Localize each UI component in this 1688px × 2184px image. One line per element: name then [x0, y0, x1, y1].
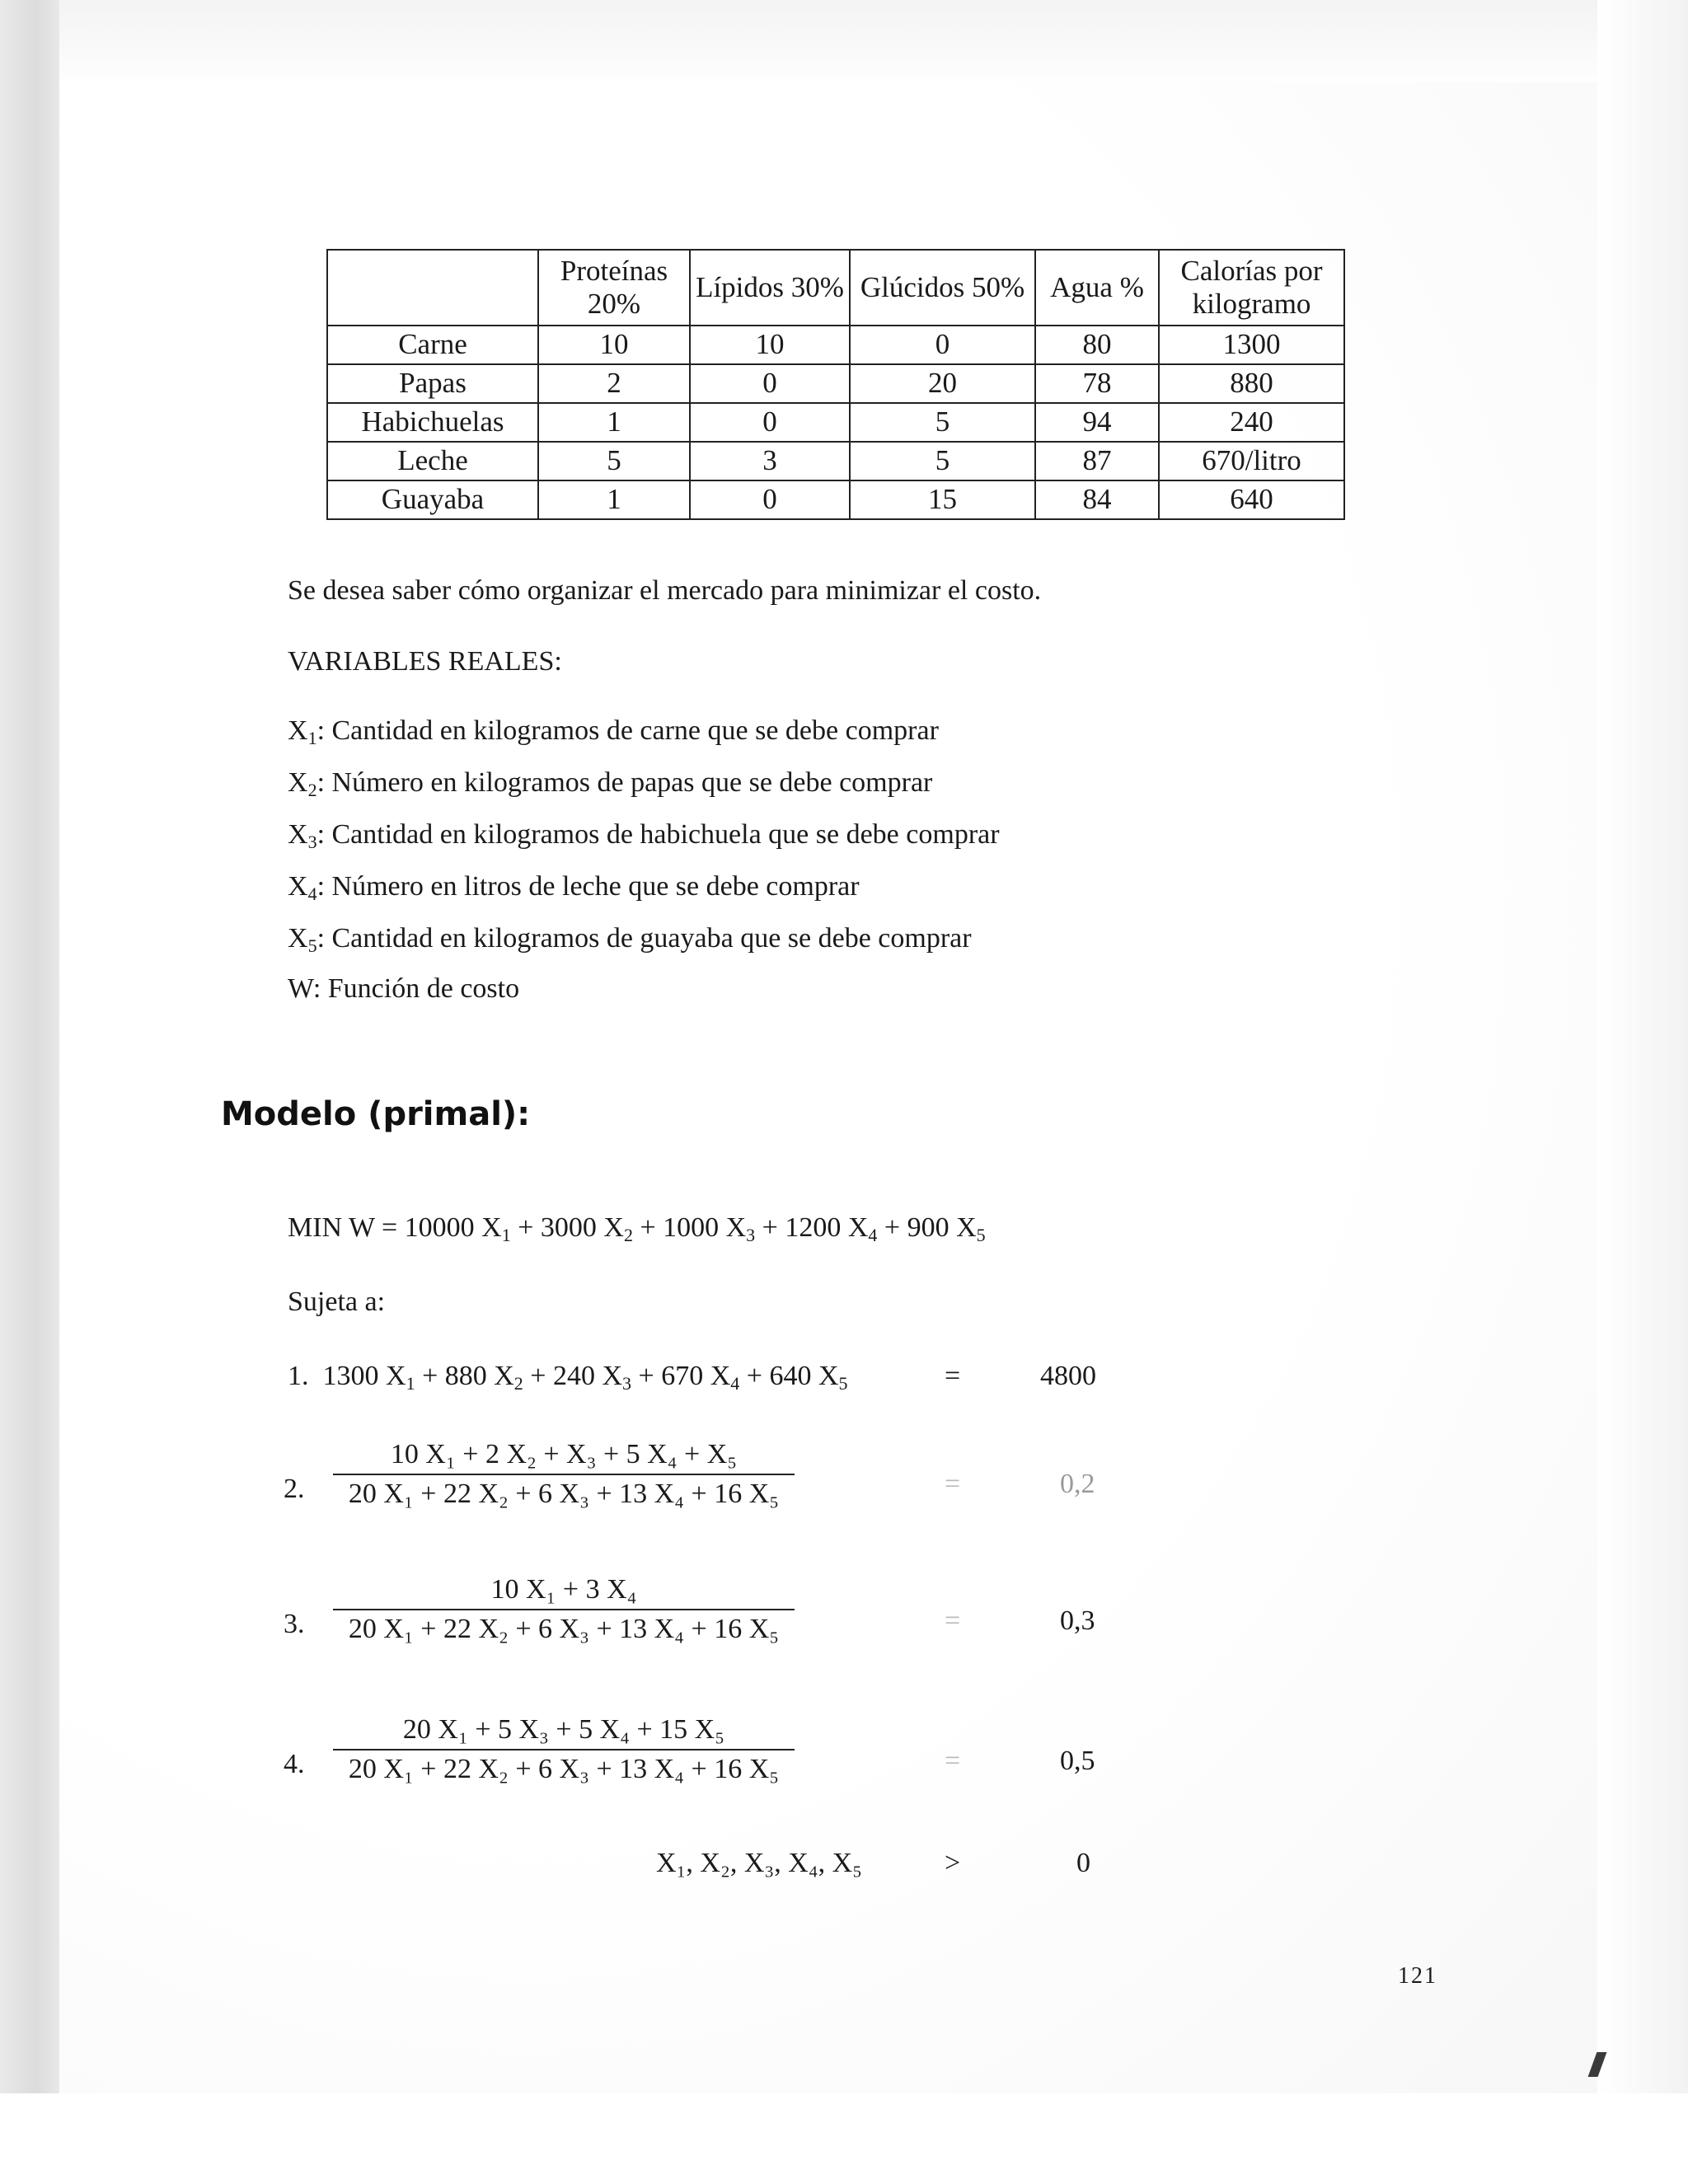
table-cell: 5: [850, 442, 1035, 480]
table-cell: 87: [1035, 442, 1159, 480]
subscript: 2: [513, 1373, 523, 1394]
table-cell: Carne: [327, 326, 538, 364]
table-row: [327, 403, 1344, 442]
table-cell: Habichuelas: [327, 403, 538, 442]
nutrition-table: [326, 249, 1345, 520]
variable-index: 2: [307, 780, 317, 800]
constraint-rhs: 0,2: [1060, 1469, 1095, 1499]
intro-paragraph: Se desea saber cómo organizar el mercado para minimizar el costo.: [288, 575, 1042, 606]
table-header-cell: Calorías por kilogramo: [1159, 250, 1344, 326]
table-cell: 0: [850, 326, 1035, 364]
table-row: [327, 480, 1344, 519]
constraint-term: + 640 X: [739, 1361, 839, 1391]
table-cell: 10: [690, 326, 850, 364]
table-cell: 1: [538, 480, 690, 519]
table-cell: 2: [538, 364, 690, 403]
variable-index: 5: [307, 935, 317, 956]
variable-symbol: X: [288, 715, 308, 746]
table-cell: 880: [1159, 364, 1344, 403]
variable-text: : Cantidad en kilogramos de habichuela que se debe comprar: [316, 819, 1000, 850]
objective-term: + 1000 X: [632, 1212, 747, 1243]
table-cell: 0: [690, 403, 850, 442]
variable-symbol: X: [288, 767, 308, 798]
page-number: 121: [1398, 1963, 1437, 1989]
nonnegativity-relation: >: [945, 1848, 961, 1878]
scan-left-edge: [0, 0, 59, 2184]
variable-definition: [288, 871, 860, 905]
table-cell: 20: [850, 364, 1035, 403]
table-cell: 78: [1035, 364, 1159, 403]
subscript: 2: [623, 1225, 633, 1245]
table-cell: 5: [538, 442, 690, 480]
table-row: [327, 326, 1344, 364]
table-cell: 640: [1159, 480, 1344, 519]
table-cell: 80: [1035, 326, 1159, 364]
nonnegativity-rhs: 0: [1076, 1848, 1090, 1878]
table-header-row: [327, 250, 1344, 326]
table-cell: 15: [850, 480, 1035, 519]
subscript: 1: [501, 1225, 511, 1245]
nonnegativity-vars: X₁, X₂, X₃, X₄, X₅: [656, 1848, 863, 1878]
fraction-denominator: 20 X₁ + 22 X₂ + 6 X₃ + 13 X₄ + 16 X₅: [348, 1479, 780, 1509]
subscript: 5: [976, 1225, 986, 1245]
table-cell: Papas: [327, 364, 538, 403]
constraint-2-fraction: [333, 1439, 795, 1510]
subscript: 1: [406, 1373, 415, 1394]
variable-definition: [288, 715, 939, 749]
section-title: Modelo (primal):: [221, 1095, 531, 1133]
subject-to-label: Sujeta a:: [288, 1286, 386, 1317]
table-cell: 1: [538, 403, 690, 442]
constraint-relation: =: [945, 1746, 961, 1776]
variable-index: 3: [307, 832, 317, 852]
variable-text: : Número en kilogramos de papas que se debe comprar: [316, 767, 933, 798]
table-cell: 84: [1035, 480, 1159, 519]
table-header-cell: [327, 250, 538, 326]
variable-symbol: X: [288, 871, 308, 902]
table-row: [327, 442, 1344, 480]
constraint-label: 1.: [288, 1361, 309, 1391]
subscript: 4: [730, 1373, 740, 1394]
variable-text: : Cantidad en kilogramos de guayaba que se debe comprar: [316, 923, 972, 954]
constraint-rhs: 0,3: [1060, 1605, 1095, 1636]
constraint-label: 2.: [284, 1474, 305, 1504]
variable-symbol: X: [288, 819, 308, 850]
subscript: 4: [868, 1225, 878, 1245]
constraint-term: 1300 X: [322, 1361, 406, 1391]
cost-function-definition: W: Función de costo: [288, 973, 520, 1004]
fraction-bar: [333, 1474, 795, 1475]
objective-term: + 3000 X: [510, 1212, 624, 1243]
table-cell: 1300: [1159, 326, 1344, 364]
constraint-label: 3.: [284, 1609, 305, 1639]
constraint-rhs: 4800: [1040, 1361, 1096, 1391]
table-cell: 240: [1159, 403, 1344, 442]
subscript: 3: [746, 1225, 756, 1245]
objective-term: + 900 X: [877, 1212, 977, 1243]
table-cell: 94: [1035, 403, 1159, 442]
table-cell: 0: [690, 480, 850, 519]
variable-definition: [288, 767, 932, 801]
fraction-bar: [333, 1609, 795, 1610]
constraint-term: + 880 X: [415, 1361, 514, 1391]
table-cell: Guayaba: [327, 480, 538, 519]
constraint-1: [288, 1361, 848, 1394]
variable-index: 4: [307, 883, 317, 904]
objective-term: MIN W = 10000 X: [288, 1212, 502, 1243]
fraction-numerator: 10 X₁ + 2 X₂ + X₃ + 5 X₄ + X₅: [390, 1439, 738, 1469]
objective-function: [288, 1212, 986, 1246]
variable-symbol: X: [288, 923, 308, 954]
table-cell: 670/litro: [1159, 442, 1344, 480]
table-cell: 0: [690, 364, 850, 403]
constraint-term: + 670 X: [631, 1361, 731, 1391]
table-header-cell: Glúcidos 50%: [850, 250, 1035, 326]
fraction-bar: [333, 1749, 795, 1750]
table-cell: 5: [850, 403, 1035, 442]
scan-bottom-edge: [0, 2093, 1688, 2184]
variable-definition: [288, 923, 972, 957]
table-header-cell: Proteínas 20%: [538, 250, 690, 326]
variable-index: 1: [307, 728, 317, 748]
fraction-numerator: 10 X₁ + 3 X₄: [490, 1574, 637, 1605]
fraction-numerator: 20 X₁ + 5 X₃ + 5 X₄ + 15 X₅: [402, 1714, 725, 1745]
table-cell: Leche: [327, 442, 538, 480]
table-cell: 3: [690, 442, 850, 480]
scan-top-edge: [0, 0, 1688, 91]
variable-text: : Cantidad en kilogramos de carne que se debe comprar: [316, 715, 939, 746]
fraction-denominator: 20 X₁ + 22 X₂ + 6 X₃ + 13 X₄ + 16 X₅: [348, 1754, 780, 1784]
constraint-rhs: 0,5: [1060, 1746, 1095, 1776]
table-header-cell: Agua %: [1035, 250, 1159, 326]
subscript: 3: [622, 1373, 632, 1394]
constraint-relation: =: [945, 1469, 961, 1499]
constraint-label: 4.: [284, 1749, 305, 1779]
subscript: 5: [838, 1373, 848, 1394]
table-header-cell: Lípidos 30%: [690, 250, 850, 326]
objective-term: + 1200 X: [755, 1212, 869, 1243]
variable-definition: [288, 819, 1000, 853]
constraint-term: + 240 X: [523, 1361, 623, 1391]
table-cell: 10: [538, 326, 690, 364]
constraint-relation: =: [945, 1361, 961, 1391]
variable-text: : Número en litros de leche que se debe comprar: [316, 871, 860, 902]
variables-heading: VARIABLES REALES:: [288, 646, 562, 677]
constraint-3-fraction: [333, 1574, 795, 1645]
table-row: [327, 364, 1344, 403]
constraint-4-fraction: [333, 1714, 795, 1785]
constraint-relation: =: [945, 1605, 961, 1636]
fraction-denominator: 20 X₁ + 22 X₂ + 6 X₃ + 13 X₄ + 16 X₅: [348, 1614, 780, 1644]
scan-right-edge: [1597, 0, 1688, 2184]
